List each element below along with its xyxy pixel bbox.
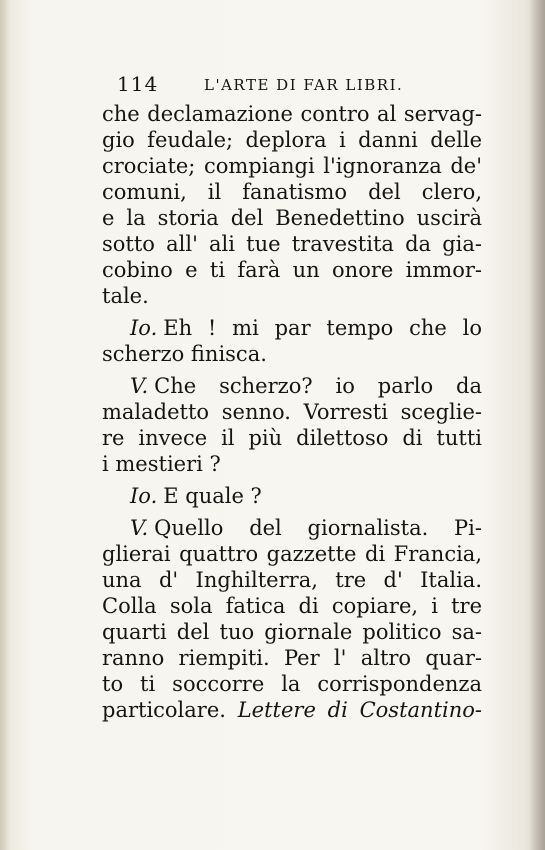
speaker-label: V. xyxy=(130,516,149,540)
text-line: glierai quattro gazzette di Francia, xyxy=(102,542,482,566)
dialogue-text: Quello del giornalista. Pi- xyxy=(154,516,482,540)
page-header xyxy=(117,72,497,98)
text-line: crociate; compiangi l'ignoranza de' xyxy=(102,154,482,178)
text-line: quarti del tuo giornale politico sa- xyxy=(102,620,482,644)
text-line: una d' Inghilterra, tre d' Italia. xyxy=(102,568,482,592)
page-left-edge-shadow xyxy=(0,0,10,850)
dialogue-text: Eh ! mi par tempo che lo xyxy=(163,316,482,340)
page-number: 114 xyxy=(117,72,159,96)
speaker-label: Io. xyxy=(130,484,158,508)
text-line: cobino e ti farà un onore immor- xyxy=(102,258,482,282)
main-text xyxy=(102,101,482,723)
dialogue-line xyxy=(102,315,482,341)
running-title: L'ARTE DI FAR LIBRI. xyxy=(204,76,404,94)
speaker-label: Io. xyxy=(130,316,158,340)
text-line: re invece il più dilettoso di tutti xyxy=(102,426,482,450)
text-line: sotto all' ali tue travestita da gia- xyxy=(102,232,482,256)
text-line: tale. xyxy=(102,284,149,308)
text-line: ranno riempiti. Per l' altro quar- xyxy=(102,646,482,670)
text-line: scherzo finisca. xyxy=(102,342,267,366)
text-line xyxy=(102,697,482,723)
dialogue-line xyxy=(102,483,482,509)
speaker-label: V. xyxy=(130,374,149,398)
text-line: to ti soccorre la corrispondenza xyxy=(102,672,482,696)
text-fragment: particolare. xyxy=(102,698,226,722)
text-line: maladetto senno. Vorresti sceglie- xyxy=(102,400,482,424)
dialogue-text: Che scherzo? io parlo da xyxy=(154,374,482,398)
text-line: che declamazione contro al servag- xyxy=(102,102,482,126)
text-line: gio feudale; deplora i danni delle xyxy=(102,128,482,152)
text-line: Colla sola fatica di copiare, i tre xyxy=(102,594,482,618)
dialogue-line xyxy=(102,515,482,541)
page-right-edge-shadow xyxy=(529,0,545,850)
text-line: e la storia del Benedettino uscirà xyxy=(102,206,482,230)
text-line: comuni, il fanatismo del clero, xyxy=(102,180,482,204)
dialogue-text: E quale ? xyxy=(163,484,262,508)
text-line: i mestieri ? xyxy=(102,452,221,476)
italic-text-fragment: Lettere di Costantino- xyxy=(237,698,482,722)
dialogue-line xyxy=(102,373,482,399)
